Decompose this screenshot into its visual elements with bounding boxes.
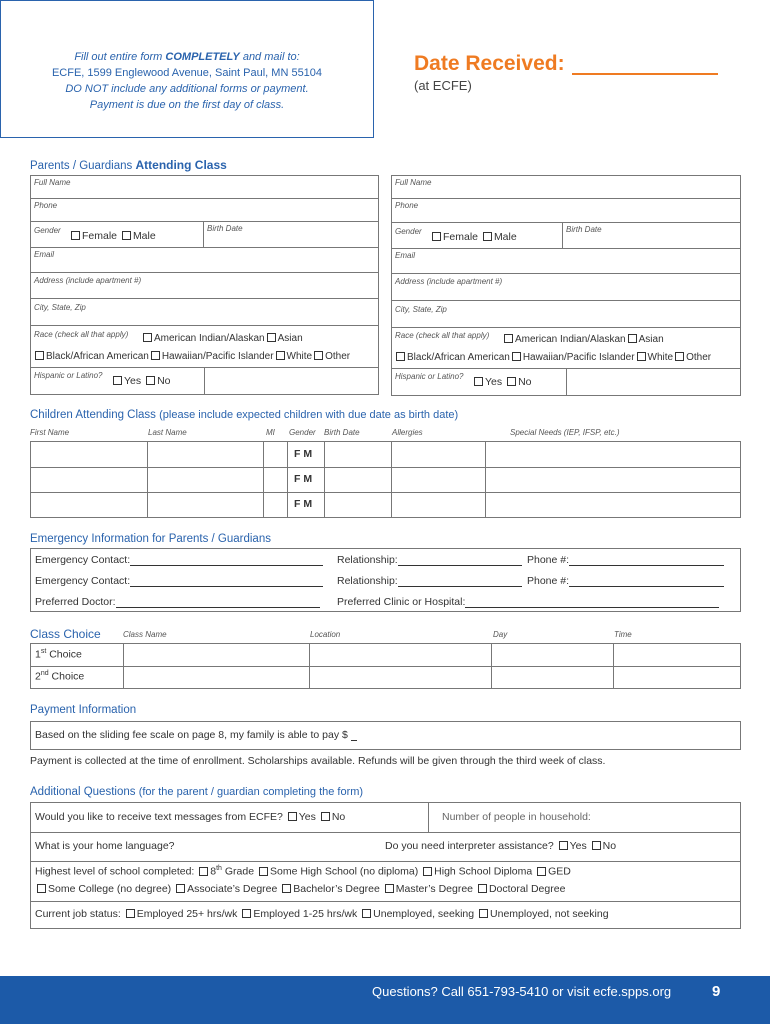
email-label: Email	[34, 250, 55, 259]
col-day: Day	[493, 630, 508, 639]
address-label: Address (include apartment #)	[395, 277, 503, 286]
additional-title: Additional Questions (for the parent / guardian completing the form)	[30, 786, 364, 798]
instructions-box	[0, 0, 374, 138]
hispanic-label: Hispanic or Latino?	[34, 371, 103, 380]
col-class-name: Class Name	[123, 630, 167, 639]
col-location: Location	[310, 630, 341, 639]
phone-label: Phone	[34, 201, 58, 210]
payment-line[interactable]: Based on the sliding fee scale on page 8, my family is able to pay $	[35, 729, 357, 741]
phone-label: Phone	[395, 201, 419, 210]
class-choice-table	[30, 643, 741, 689]
female-checkbox[interactable]	[432, 232, 441, 241]
birth-date-label: Birth Date	[566, 225, 602, 234]
full-name-label: Full Name	[395, 178, 432, 187]
date-received-label: Date Received:	[414, 52, 565, 75]
col-mi: MI	[266, 428, 275, 437]
race-label: Race (check all that apply)	[395, 331, 490, 340]
race-options-row-2[interactable]: Black/African American Hawaiian/Pacific Islander White Other	[394, 352, 711, 363]
household-question[interactable]: Number of people in household:	[442, 811, 591, 823]
school-row-2[interactable]: Some College (no degree) Associate’s Degree Bachelor’s Degree Master’s Degree Doctoral Degree	[35, 883, 565, 895]
emergency-contact-1[interactable]: Emergency Contact:	[35, 554, 323, 566]
col-birth-date: Birth Date	[324, 428, 360, 437]
additional-box	[30, 802, 741, 929]
race-options-row-1[interactable]: American Indian/Alaskan Asian	[502, 334, 664, 345]
home-language-question[interactable]: What is your home language?	[35, 840, 175, 852]
parent-2-form	[391, 175, 741, 396]
parent-1-form	[30, 175, 379, 395]
preferred-doctor[interactable]: Preferred Doctor:	[35, 596, 320, 608]
gender-fm-3[interactable]: F M	[294, 498, 313, 510]
gender-options[interactable]: Female Male	[430, 231, 517, 243]
col-allergies: Allergies	[392, 428, 423, 437]
gender-fm-1[interactable]: F M	[294, 448, 313, 460]
instructions-line-1: Fill out entire form COMPLETELY and mail to:	[74, 51, 300, 63]
phone-2[interactable]: Phone #:	[527, 575, 724, 587]
emergency-box	[30, 548, 741, 612]
parents-title: Parents / Guardians Attending Class	[30, 158, 227, 172]
emergency-contact-2[interactable]: Emergency Contact:	[35, 575, 323, 587]
birth-date-label: Birth Date	[207, 224, 243, 233]
instructions-line-4: Payment is due on the first day of class.	[89, 99, 285, 111]
first-choice-label: 1st Choice	[35, 648, 82, 661]
instructions-line-3: DO NOT include any additional forms or payment.	[65, 83, 309, 95]
gender-options[interactable]: Female Male	[69, 230, 156, 242]
preferred-clinic[interactable]: Preferred Clinic or Hospital:	[337, 596, 719, 608]
relationship-2[interactable]: Relationship:	[337, 575, 522, 587]
col-last-name: Last Name	[148, 428, 187, 437]
footer-text: Questions? Call 651-793-5410 or visit ecfe.spps.org	[372, 984, 672, 999]
second-choice-label: 2nd Choice	[35, 670, 85, 683]
date-received-line[interactable]	[572, 73, 718, 75]
hispanic-options[interactable]: Yes No	[111, 375, 171, 387]
gender-fm-2[interactable]: F M	[294, 473, 313, 485]
hispanic-options[interactable]: Yes No	[472, 376, 532, 388]
col-special-needs: Special Needs (IEP, IFSP, etc.)	[510, 428, 620, 437]
relationship-1[interactable]: Relationship:	[337, 554, 522, 566]
job-status-row[interactable]: Current job status: Employed 25+ hrs/wk Employed 1-25 hrs/wk Unemployed, seeking Unemployed, not seeking	[35, 908, 609, 920]
email-label: Email	[395, 251, 416, 260]
payment-title: Payment Information	[30, 704, 137, 716]
date-received-sub: (at ECFE)	[414, 78, 472, 93]
payment-box	[30, 721, 741, 750]
city-label: City, State, Zip	[34, 303, 86, 312]
payment-note: Payment is collected at the time of enrollment. Scholarships available. Refunds will be given through the third week of class.	[30, 755, 606, 767]
male-checkbox[interactable]	[483, 232, 492, 241]
full-name-label: Full Name	[34, 178, 71, 187]
hispanic-label: Hispanic or Latino?	[395, 372, 464, 381]
gender-label: Gender	[34, 226, 61, 235]
race-options-row-2[interactable]: Black/African American Hawaiian/Pacific Islander White Other	[33, 351, 350, 362]
col-gender: Gender	[289, 428, 316, 437]
gender-label: Gender	[395, 227, 422, 236]
emergency-title: Emergency Information for Parents / Guardians	[30, 533, 271, 545]
col-time: Time	[614, 630, 632, 639]
male-checkbox[interactable]	[122, 231, 131, 240]
class-choice-title: Class Choice	[30, 627, 101, 641]
school-row-1[interactable]: Highest level of school completed: 8th Grade Some High School (no diploma) High School Diploma GED	[35, 865, 571, 878]
race-label: Race (check all that apply)	[34, 330, 129, 339]
text-message-question[interactable]: Would you like to receive text messages from ECFE? Yes No	[35, 811, 346, 823]
instructions-address: ECFE, 1599 Englewood Avenue, Saint Paul, MN 55104	[51, 67, 323, 79]
col-first-name: First Name	[30, 428, 70, 437]
city-label: City, State, Zip	[395, 305, 447, 314]
interpreter-question[interactable]: Do you need interpreter assistance? Yes No	[385, 840, 617, 852]
children-table	[30, 441, 741, 518]
page-number: 9	[712, 983, 721, 1000]
children-title: Children Attending Class (please include expected children with due date as birth date)	[30, 409, 459, 421]
address-label: Address (include apartment #)	[34, 276, 142, 285]
female-checkbox[interactable]	[71, 231, 80, 240]
race-options-row-1[interactable]: American Indian/Alaskan Asian	[141, 333, 303, 344]
phone-1[interactable]: Phone #:	[527, 554, 724, 566]
